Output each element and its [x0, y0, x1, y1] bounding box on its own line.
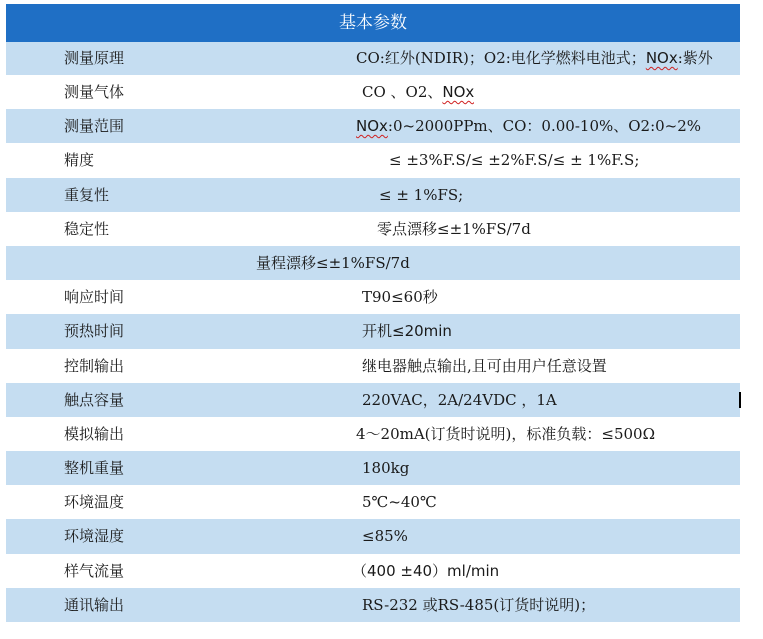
row-label: 稳定性: [64, 219, 110, 238]
row-value: （400 ±40）ml/min: [352, 561, 500, 580]
row-label: 测量范围: [64, 117, 125, 136]
table-row: [6, 212, 740, 246]
row-value: 开机≤20min: [362, 322, 452, 341]
row-full-value: 量程漂移≤±1%FS/7d: [256, 253, 410, 272]
table-row: [6, 75, 740, 109]
table-row: [6, 451, 740, 485]
table-row: [6, 42, 740, 75]
table-row: [6, 280, 740, 314]
row-label: 样气流量: [64, 561, 125, 580]
table-row: [6, 588, 740, 622]
row-label: 控制输出: [64, 356, 125, 375]
row-value: ≤ ±3%F.S/≤ ±2%F.S/≤ ± 1%F.S;: [389, 151, 640, 170]
row-value: 4～20mA(订货时说明)，标准负载：≤500Ω: [356, 424, 656, 443]
row-value: 220VAC，2A/24VDC ，1A: [362, 390, 557, 409]
table-row: [6, 109, 740, 143]
table-row: [6, 349, 740, 383]
text-cursor: [739, 392, 741, 408]
parameters-table: [6, 4, 740, 622]
row-value: NOx:0~2000PPm、CO：0.00-10%、O2:0~2%: [356, 117, 702, 136]
table-row: [6, 417, 740, 451]
row-label: 触点容量: [64, 390, 125, 409]
row-label: 精度: [64, 151, 95, 170]
row-label: 环境温度: [64, 493, 125, 512]
row-label: 整机重量: [64, 459, 125, 478]
row-label: 通讯输出: [64, 595, 125, 614]
table-row: [6, 246, 740, 280]
row-value: T90≤60秒: [362, 288, 438, 307]
row-label: 测量原理: [64, 49, 125, 67]
row-value: ≤ ± 1%FS;: [379, 185, 464, 204]
row-label: 重复性: [64, 185, 110, 204]
row-label: 测量气体: [64, 83, 125, 101]
table-row: [6, 554, 740, 588]
row-label: 预热时间: [64, 322, 125, 341]
row-value: 零点漂移≤±1%FS/7d: [377, 219, 531, 238]
table-row: [6, 383, 740, 417]
table-row: [6, 314, 740, 348]
row-value: CO:红外(NDIR)；O2:电化学燃料电池式；NOx:紫外: [356, 49, 713, 67]
row-value: RS-232 或RS-485(订货时说明)；: [362, 595, 596, 614]
table-row: [6, 178, 740, 212]
row-value: 5℃~40℃: [362, 493, 437, 512]
row-value: ≤85%: [362, 527, 408, 546]
row-label: 模拟输出: [64, 424, 125, 443]
row-value: 继电器触点输出,且可由用户任意设置: [362, 356, 607, 375]
row-value: 180kg: [362, 459, 410, 478]
table-row: [6, 143, 740, 177]
table-row: [6, 485, 740, 519]
row-value: CO 、O2、NOx: [362, 83, 475, 101]
table-row: [6, 519, 740, 553]
row-label: 响应时间: [64, 288, 125, 307]
table-header: 基本参数: [6, 4, 740, 42]
row-label: 环境湿度: [64, 527, 125, 546]
